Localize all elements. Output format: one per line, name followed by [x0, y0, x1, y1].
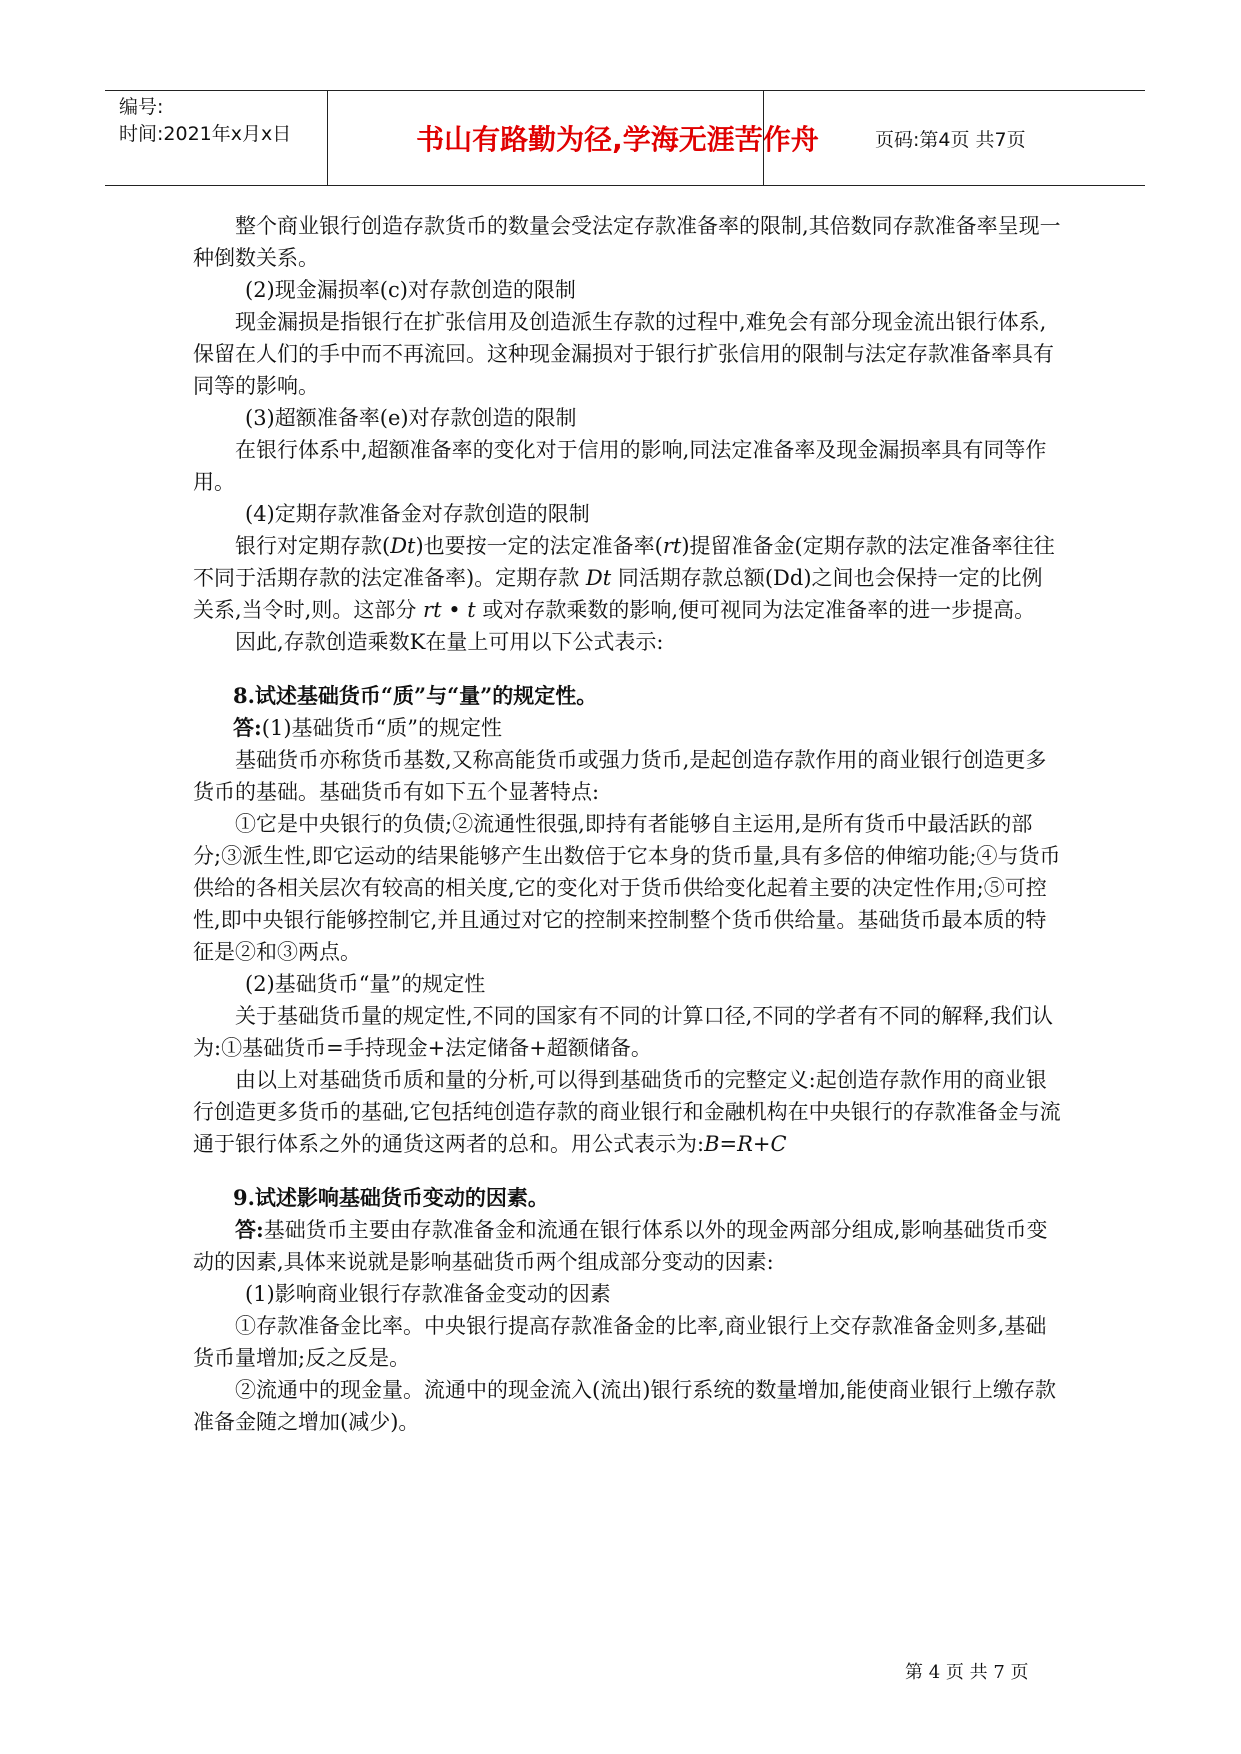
paragraph-base-money-quantity: 关于基础货币量的规定性,不同的国家有不同的计算口径,不同的学者有不同的解释,我们认为:①基础货币=手持现金+法定储备+超额储备。 [193, 1004, 1054, 1060]
paragraph-multiplier-formula-intro: 因此,存款创造乘数K在量上可用以下公式表示: [235, 630, 664, 654]
paragraph-excess-reserve: 在银行体系中,超额准备率的变化对于信用的影响,同法定准备率及现金漏损率具有同等作用。 [193, 438, 1047, 494]
paragraph-base-money-definition: 基础货币亦称货币基数,又称高能货币或强力货币,是起创造存款作用的商业银行创造更多货币的基础。基础货币有如下五个显著特点: [193, 748, 1047, 804]
paragraph-reserve-ratio-factor: ①存款准备金比率。中央银行提高存款准备金的比率,商业银行上交存款准备金则多,基础货币量增加;反之反是。 [193, 1314, 1047, 1370]
document-time-label: 时间:2021年x月x日 [119, 123, 292, 145]
subheading-time-deposit: (4)定期存款准备金对存款创造的限制 [245, 502, 590, 526]
paragraph-answer-9 [193, 1214, 1061, 1278]
document-body [193, 210, 1061, 1438]
page-footer: 第 4 页 共 7 页 [905, 1662, 1029, 1683]
header-motto: 书山有路勤为径,学海无涯苦作舟 [416, 123, 819, 156]
header-page-label: 页码:第4页 共7页 [875, 128, 1026, 151]
symbol-rt: rt [662, 534, 682, 558]
paragraph-time-deposit [193, 530, 1061, 626]
header-divider-right [763, 91, 764, 185]
paragraph-base-money-features: ①它是中央银行的负债;②流通性很强,即持有者能够自主运用,是所有货币中最活跃的部分;③派生性,即它运动的结果能够产生出数倍于它本身的货币量,具有多倍的伸缩功能;④与货币供给的各相关层次有较高的相关度,它的变化对于货币供给变化起着主要的决定性作用;⑤可控性,即中央银行能够控制它,并且通过对它的控制来控制整个货币供给量。基础货币最本质的特征是②和③两点。 [193, 812, 1061, 964]
text-segment: 基础货币主要由存款准备金和流通在银行体系以外的现金两部分组成,影响基础货币变动的因素,具体来说就是影响基础货币两个组成部分变动的因素: [193, 1218, 1048, 1274]
text-segment: 由以上对基础货币质和量的分析,可以得到基础货币的完整定义:起创造存款作用的商业银行创造更多货币的基础,它包括纯创造存款的商业银行和金融机构在中央银行的存款准备金与流通于银行体系之外的通货这两者的总和。用公式表示为: [193, 1068, 1061, 1156]
answer-8-subheading-1: (1)基础货币“质”的规定性 [261, 716, 502, 740]
symbol-dt-2: Dt [585, 566, 612, 590]
text-segment: )也要按一定的法定准备率( [415, 534, 663, 558]
subheading-excess-reserve: (3)超额准备率(e)对存款创造的限制 [245, 406, 577, 430]
page-header [105, 90, 1145, 186]
text-segment: 银行对定期存款( [235, 534, 391, 558]
symbol-rt-t: rt • t [423, 598, 476, 622]
answer-8-subheading-2: (2)基础货币“量”的规定性 [245, 972, 486, 996]
question-9-heading: 9.试述影响基础货币变动的因素。 [233, 1185, 549, 1210]
text-segment: )提留准备金(定期存款的法定准备率往往不同于活期存款的法定准备率)。定期存款 [193, 534, 1055, 590]
subheading-cash-leakage: (2)现金漏损率(c)对存款创造的限制 [245, 278, 576, 302]
header-divider-left [327, 91, 328, 185]
text-segment: 或对存款乘数的影响,便可视同为法定准备率的进一步提高。 [482, 598, 1036, 622]
text-segment: 同活期存款总额(Dd)之间也会保持一定的比例关系,当令时,则。这部分 [193, 566, 1043, 622]
document-number-label: 编号: [119, 96, 164, 118]
answer-8-line [193, 712, 1061, 744]
answer-label: 答: [235, 1217, 264, 1242]
paragraph-cash-leakage: 现金漏损是指银行在扩张信用及创造派生存款的过程中,难免会有部分现金流出银行体系,保留在人们的手中而不再流回。这种现金漏损对于银行扩张信用的限制与法定存款准备率具有同等的影响。 [193, 310, 1054, 398]
answer-label: 答: [233, 715, 262, 740]
paragraph-cash-in-circulation-factor: ②流通中的现金量。流通中的现金流入(流出)银行系统的数量增加,能使商业银行上缴存款准备金随之增加(减少)。 [193, 1378, 1057, 1434]
answer-9-subheading-1: (1)影响商业银行存款准备金变动的因素 [245, 1282, 611, 1306]
paragraph-reserve-ratio: 整个商业银行创造存款货币的数量会受法定存款准备率的限制,其倍数同存款准备率呈现一种倒数关系。 [193, 214, 1061, 270]
paragraph-base-money-full-definition [193, 1064, 1061, 1160]
formula-b-r-c: B=R+C [704, 1132, 787, 1156]
symbol-dt: Dt [390, 534, 416, 558]
question-8-heading: 8.试述基础货币“质”与“量”的规定性。 [233, 683, 598, 708]
